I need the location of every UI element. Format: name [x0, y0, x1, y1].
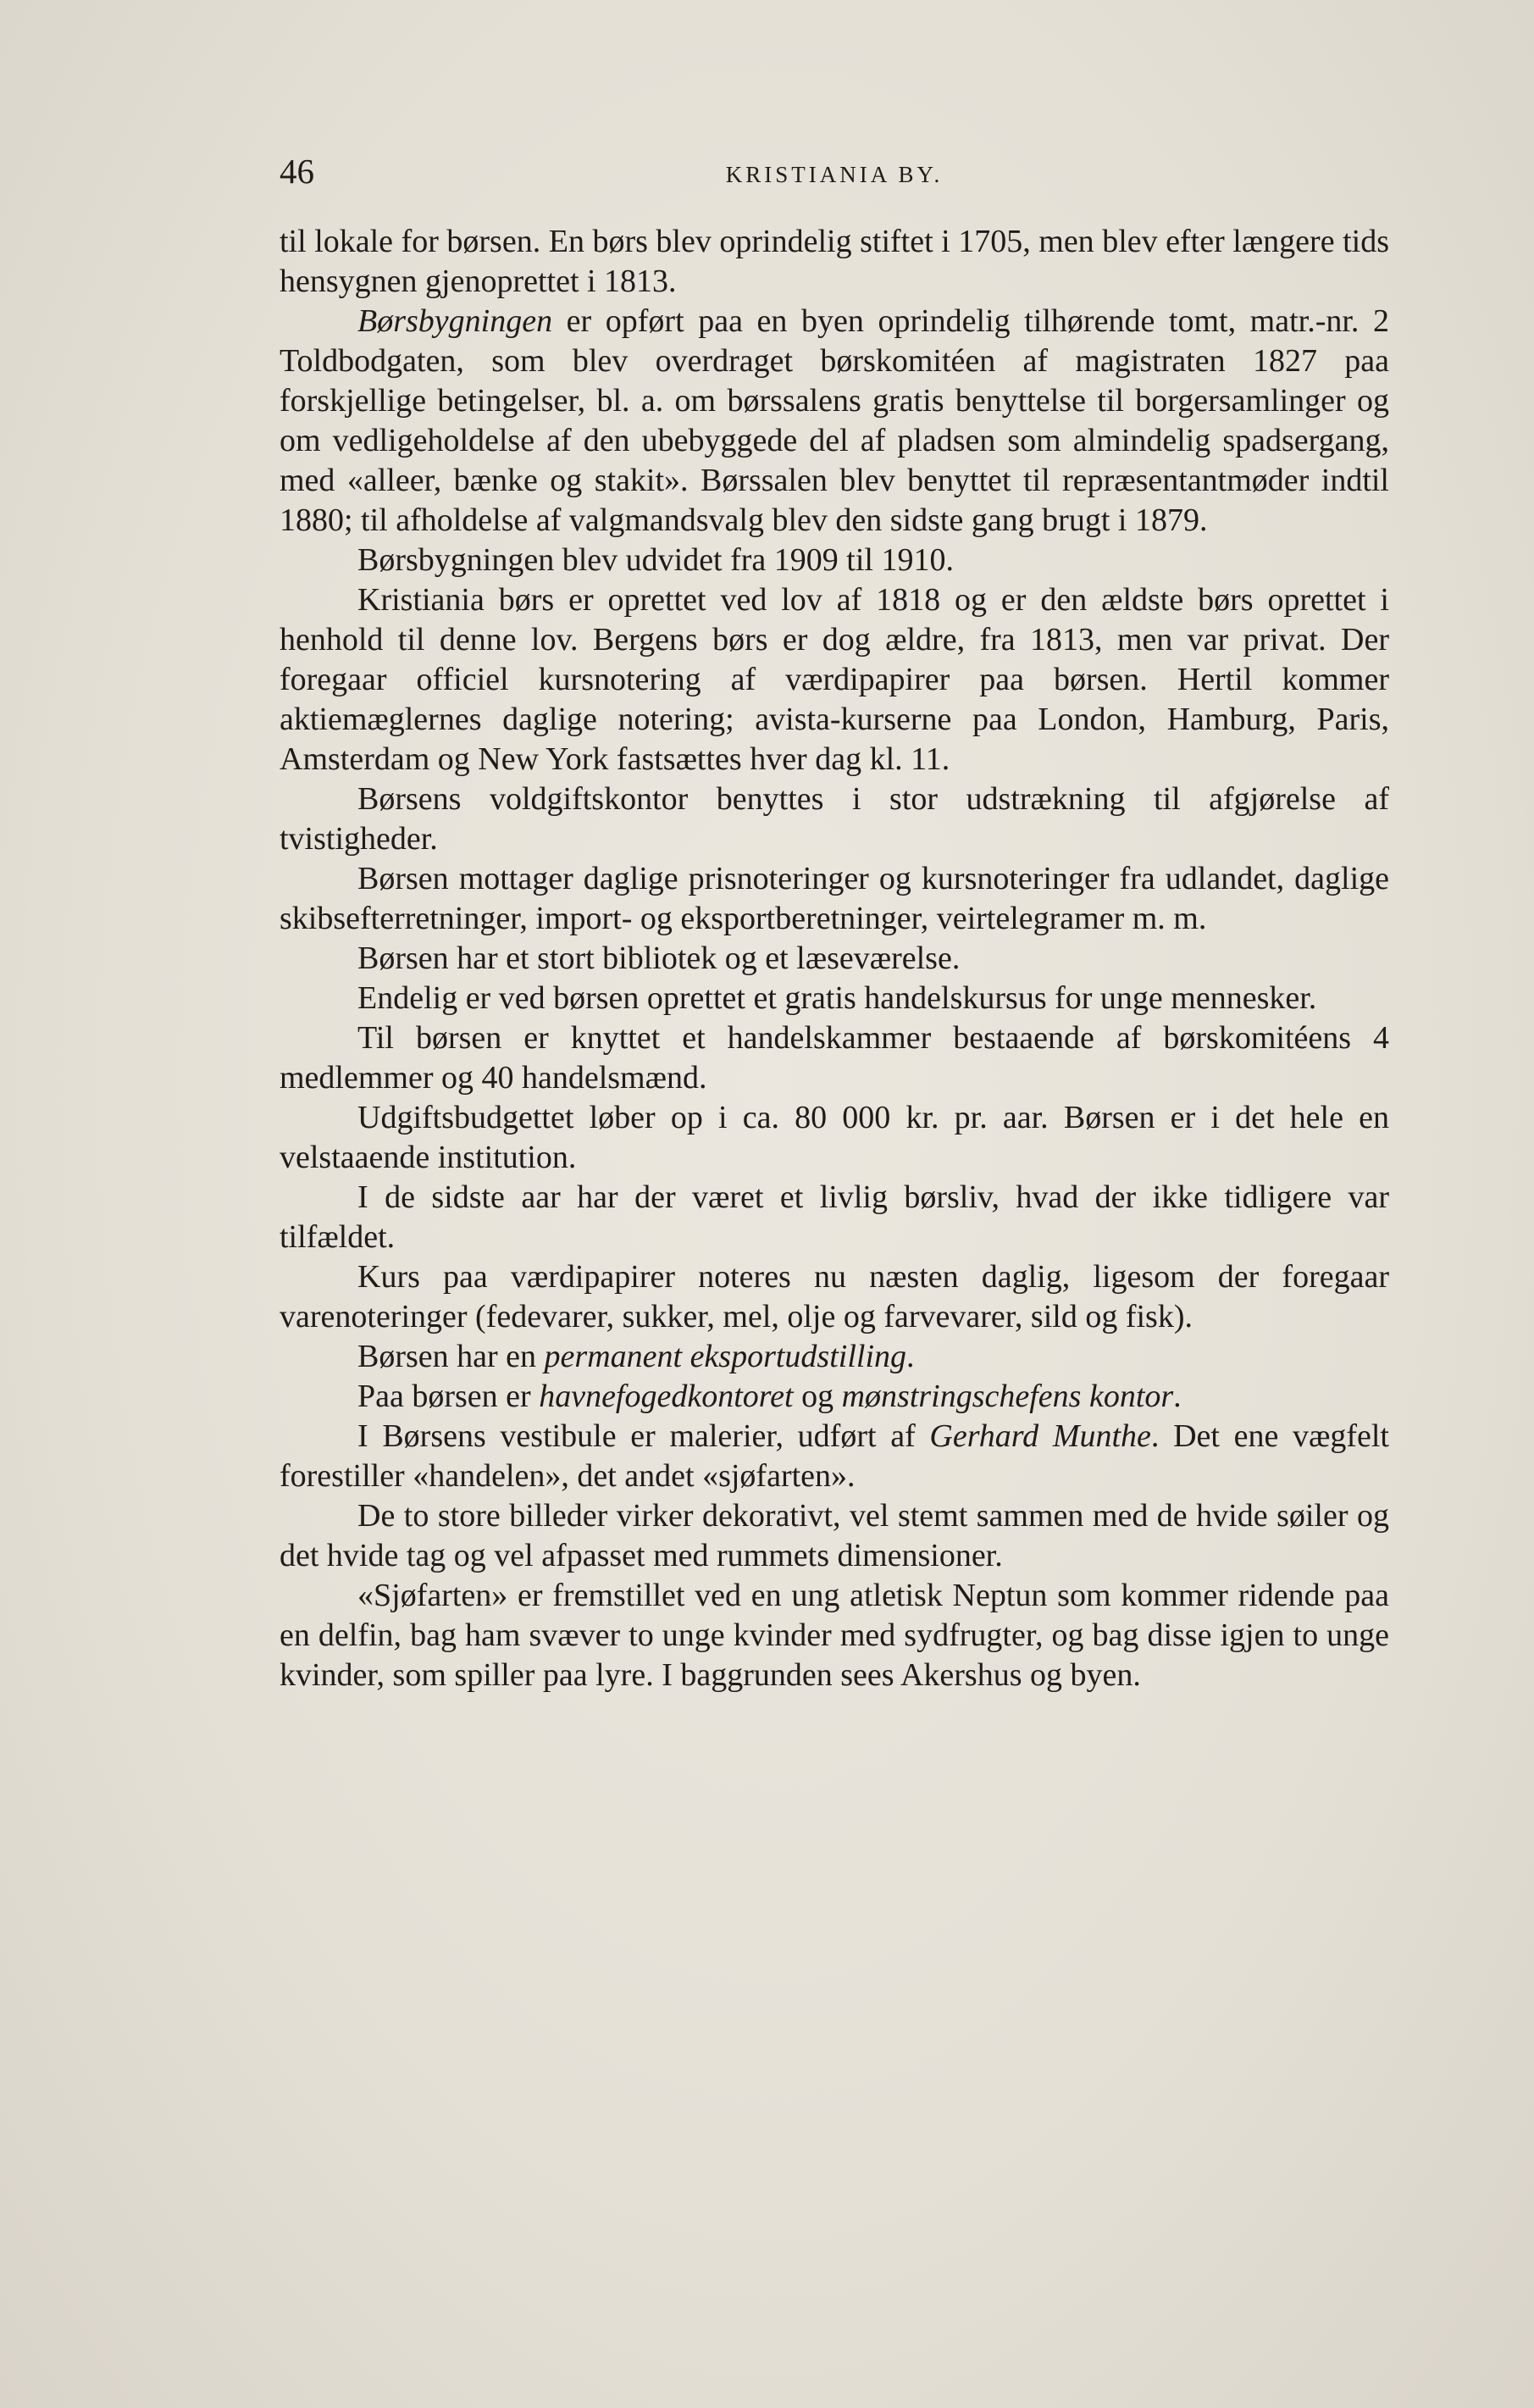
- italic-term: permanent eksportudstilling: [544, 1339, 907, 1374]
- paragraph-9: Til børsen er knyttet et handelskammer bestaaende af børskomitéens 4 medlemmer og 40 handelsmænd.: [280, 1020, 1389, 1096]
- paragraph-6: Børsen mottager daglige prisnoteringer og kursnoteringer fra udlandet, daglige skibsefterretninger, import- og eksportberetninger, veirtelegramer m. m.: [280, 861, 1389, 936]
- paragraph-12: Kurs paa værdipapirer noteres nu næsten daglig, ligesom der foregaar varenoteringer (fedevarer, sukker, mel, olje og farvevarer, sild og fisk).: [280, 1259, 1389, 1334]
- paragraph-7: Børsen har et stort bibliotek og et læseværelse.: [357, 940, 961, 976]
- page-header: [280, 146, 1389, 197]
- paragraph-1: til lokale for børsen. En børs blev oprindelig stiftet i 1705, men blev efter længere tids hensygnen gjenoprettet i 1813.: [280, 224, 1389, 299]
- paragraph-8: Endelig er ved børsen oprettet et gratis handelskursus for unge mennesker.: [357, 980, 1317, 1016]
- paragraph-11: I de sidste aar har der været et livlig børsliv, hvad der ikke tidligere var tilfældet.: [280, 1179, 1389, 1255]
- paragraph-2: Børsbygningen er opført paa en byen oprindelig tilhørende tomt, matr.-nr. 2 Toldbodgaten, som blev overdraget børskomitéen af magistraten 1827 paa forskjellige betingelser, bl. a. om børssalens gratis benyttelse til borgersamlinger og om vedligeholdelse af den ubebyggede del af pladsen som almindelig spadsergang, med «alleer, bænke og stakit». Børssalen blev benyttet til repræsentantmøder indtil 1880; til afholdelse af valgmandsvalg blev den sidste gang brugt i 1879.: [280, 303, 1389, 538]
- paragraph-4: Kristiania børs er oprettet ved lov af 1818 og er den ældste børs oprettet i henhold til denne lov. Bergens børs er dog ældre, fra 1813, men var privat. Der foregaar officiel kursnotering af værdipapirer paa børsen. Hertil kommer aktiemæglernes daglige notering; avista-kurserne paa London, Hamburg, Paris, Amsterdam og New York fastsættes hver dag kl. 11.: [280, 582, 1389, 777]
- paragraph-3: Børsbygningen blev udvidet fra 1909 til 1910.: [357, 542, 954, 578]
- paragraph-17: «Sjøfarten» er fremstillet ved en ung atletisk Neptun som kommer ridende paa en delfin, bag ham svæver to unge kvinder med sydfrugter, og bag disse igjen to unge kvinder, som spiller paa lyre. I baggrunden sees Akershus og byen.: [280, 1578, 1389, 1693]
- paragraph-13: Børsen har en permanent eksportudstilling.: [357, 1339, 915, 1374]
- italic-term: Børsbygningen: [357, 303, 553, 339]
- paragraph-5: Børsens voldgiftskontor benyttes i stor udstrækning til afgjørelse af tvistigheder.: [280, 781, 1389, 857]
- paragraph-10: Udgiftsbudgettet løber op i ca. 80 000 kr. pr. aar. Børsen er i det hele en velstaaende institution.: [280, 1100, 1389, 1175]
- paragraph-14: Paa børsen er havnefogedkontoret og mønstringschefens kontor.: [357, 1379, 1182, 1414]
- body-text: [280, 222, 1389, 1695]
- paragraph-15: I Børsens vestibule er malerier, udført af Gerhard Munthe. Det ene vægfelt forestiller «handelen», det andet «sjøfarten».: [280, 1418, 1389, 1494]
- paragraph-16: De to store billeder virker dekorativt, vel stemt sammen med de hvide søiler og det hvide tag og vel afpasset med rummets dimensioner.: [280, 1498, 1389, 1573]
- page-number: 46: [280, 152, 314, 191]
- italic-term: havnefogedkontoret: [539, 1379, 794, 1414]
- italic-term: mønstringschefens kontor: [841, 1379, 1174, 1414]
- running-head: KRISTIANIA BY.: [725, 162, 944, 187]
- italic-term: Gerhard Munthe: [929, 1418, 1151, 1454]
